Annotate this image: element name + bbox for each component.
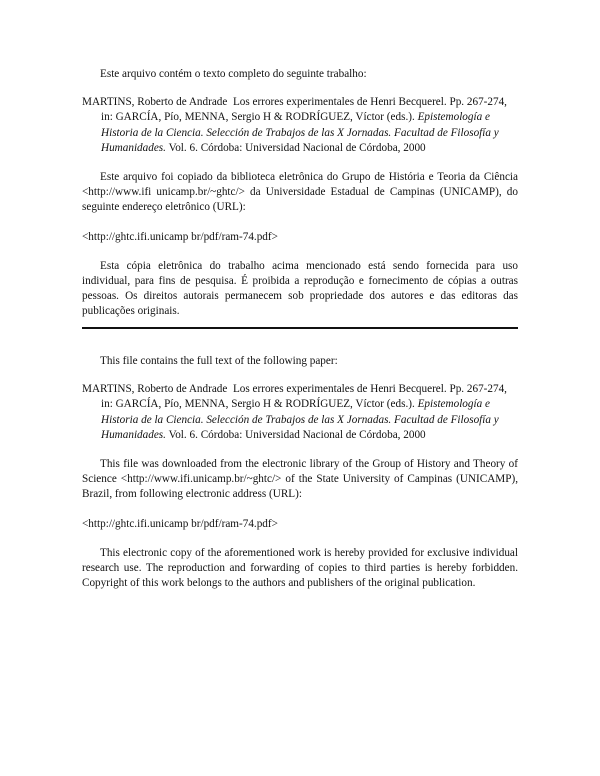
english-notice: This electronic copy of the aforementioned work is hereby provided for exclusive individual research use. The reproduction and forwarding of copies to third parties is hereby forbidden. Copyright of this work belongs to the authors and publishers of the original publication.	[82, 546, 518, 590]
english-section	[82, 354, 518, 605]
english-citation	[82, 382, 518, 443]
citation-authors: MARTINS, Roberto de Andrade	[82, 96, 228, 109]
citation-publisher-italic: Facultad de Filosofía y Humanidades.	[101, 126, 499, 154]
citation-volume: Vol. 6.	[168, 428, 198, 441]
citation-pages: Pp. 267-274,	[449, 383, 507, 396]
english-copy-text: This file was downloaded from the electronic library of the Group of History and Theory of Science <http://www.ifi.unicamp.br/~ghtc/> of the State University of Campinas (UNICAMP), Brazil, from following electronic address (URL):	[82, 458, 518, 501]
citation-place-publisher-year: Córdoba: Universidad Nacional de Córdoba, 2000	[200, 141, 426, 154]
portuguese-citation	[82, 95, 518, 156]
portuguese-notice: Esta cópia eletrônica do trabalho acima mencionado está sendo fornecida para uso individual, para fins de pesquisa. É proibida a reprodução e fornecimento de cópias a outras pessoas. Os direitos autorais permanecem sob propriedade dos autores e das editoras das publicações originais.	[82, 259, 518, 318]
english-url: <http://ghtc.ifi.unicamp br/pdf/ram-74.pdf>	[82, 517, 278, 530]
citation-authors: MARTINS, Roberto de Andrade	[82, 383, 228, 396]
citation-volume: Vol. 6.	[168, 141, 198, 154]
english-intro: This file contains the full text of the following paper:	[100, 355, 338, 367]
portuguese-intro: Este arquivo contém o texto completo do seguinte trabalho:	[100, 68, 367, 80]
portuguese-section	[82, 67, 518, 334]
portuguese-url: <http://ghtc.ifi.unicamp br/pdf/ram-74.pdf>	[82, 230, 278, 243]
citation-title: Los errores experimentales de Henri Becquerel.	[232, 383, 447, 396]
citation-book-title: Epistemología e Historia de la Ciencia. Selección de Trabajos de las X Jornadas.	[101, 111, 490, 139]
citation-place-publisher-year: Córdoba: Universidad Nacional de Córdoba, 2000	[200, 428, 426, 441]
portuguese-copy-text: Este arquivo foi copiado da biblioteca eletrônica do Grupo de História e Teoria da Ciência <http://www.ifi unicamp.br/~ghtc/> da Universidade Estadual de Campinas (UNICAMP), do seguinte endereço eletrônico (URL):	[82, 171, 518, 214]
citation-title: Los errores experimentales de Henri Becquerel.	[232, 96, 447, 109]
citation-editors: in: GARCÍA, Pío, MENNA, Sergio H & RODRÍGUEZ, Víctor (eds.).	[101, 398, 415, 411]
citation-book-title: Epistemología e Historia de la Ciencia. Selección de Trabajos de las X Jornadas.	[101, 398, 490, 426]
citation-publisher-italic: Facultad de Filosofía y Humanidades.	[101, 413, 499, 441]
citation-pages: Pp. 267-274,	[449, 96, 507, 109]
section-divider	[82, 327, 518, 329]
citation-editors: in: GARCÍA, Pío, MENNA, Sergio H & RODRÍGUEZ, Víctor (eds.).	[101, 111, 415, 124]
